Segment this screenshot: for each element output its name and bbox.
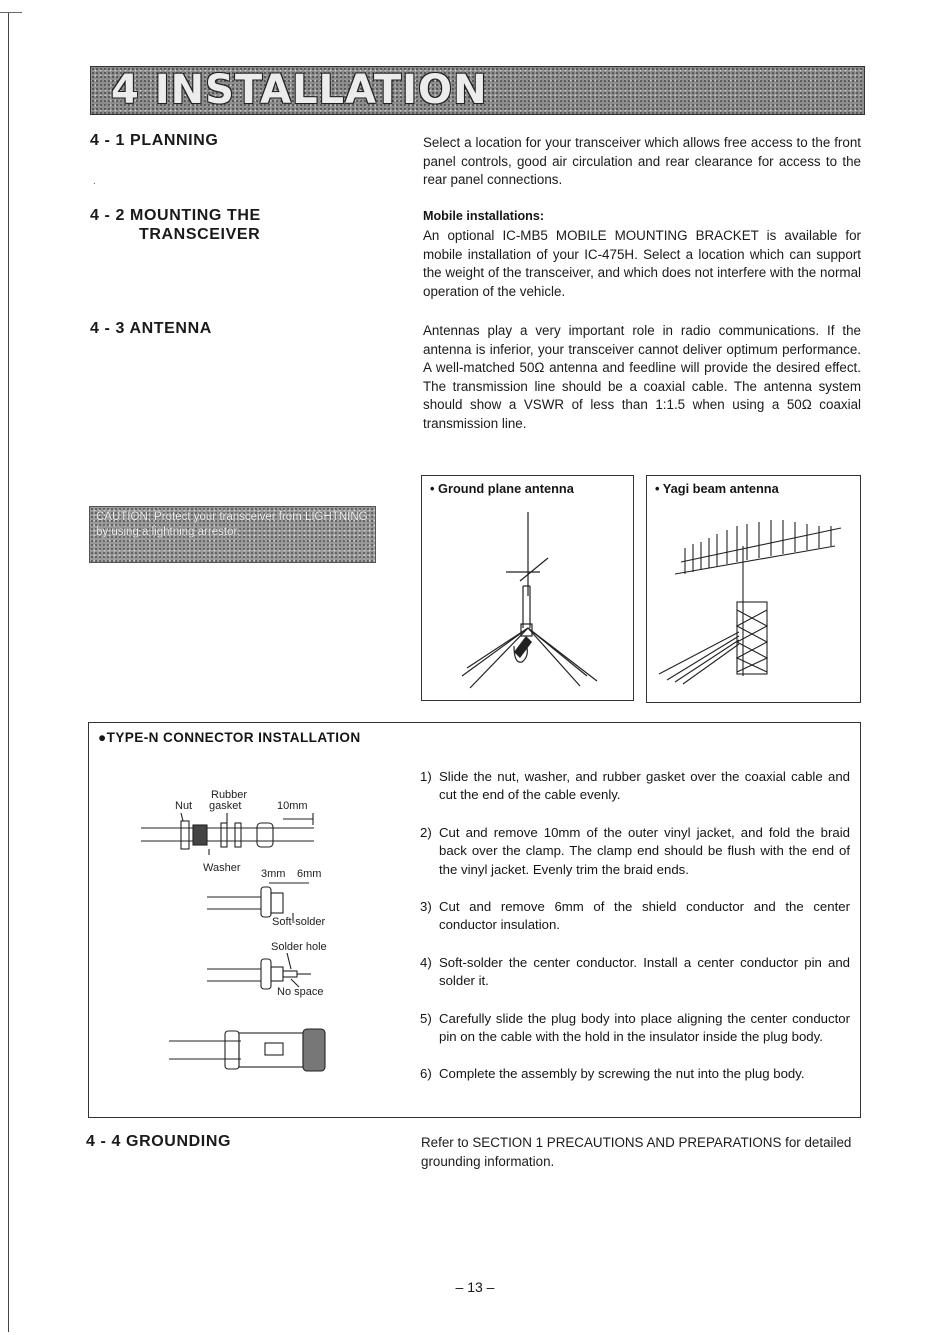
heading-antenna: 4 - 3 ANTENNA: [90, 320, 212, 337]
page-number: – 13 –: [455, 1279, 495, 1295]
step-1: 1) Slide the nut, washer, and rubber gasket over the coaxial cable and cut the end of the cable evenly.: [420, 769, 850, 803]
stray-mark: .: [93, 176, 96, 187]
label-3mm: 3mm: [261, 868, 286, 880]
ground-plane-antenna-drawing: [422, 476, 633, 700]
connector-title: ●TYPE-N CONNECTOR INSTALLATION: [98, 730, 361, 745]
ground-plane-figure: [421, 475, 634, 701]
label-solder-hole: Solder hole: [271, 941, 327, 953]
caution-text: CAUTION: Protect your transceiver from LIGHTNING by using a lightning arrestor.: [96, 511, 368, 538]
heading-grounding: 4 - 4 GROUNDING: [86, 1133, 232, 1150]
label-10mm: 10mm: [277, 800, 308, 812]
step-4: 4) Soft-solder the center conductor. Install a center conductor pin and solder it.: [420, 954, 850, 989]
binding-edge-tick: [0, 12, 22, 13]
step-5: 5) Carefully slide the plug body into place aligning the center conductor pin on the cable with the hold in the insulator inside the plug body.: [420, 1010, 850, 1045]
label-washer: Washer: [203, 862, 241, 874]
connector-assembly-diagram: [129, 783, 359, 1083]
antenna-text: Antennas play a very important role in radio communications. If the antenna is inferior, your transceiver cannot deliver optimum performance. A well-matched 50Ω antenna and feedline will provide the desired effect. The transmission line should be a coaxial cable. The antenna system should show a VSWR of less than 1:1.5 when using a 50Ω coaxial transmission line.: [423, 323, 861, 431]
yagi-title: • Yagi beam antenna: [655, 481, 779, 496]
banner-title: 4 INSTALLATION: [111, 67, 488, 113]
step-6: 6) Complete the assembly by screwing the nut into the plug body.: [420, 1066, 805, 1082]
connector-steps: [420, 768, 850, 1103]
heading-mounting-line1: 4 - 2 MOUNTING THE: [90, 207, 261, 224]
step-3: 3) Cut and remove 6mm of the shield conductor and the center conductor insulation.: [420, 899, 850, 933]
step-2: 2) Cut and remove 10mm of the outer vinyl jacket, and fold the braid back over the clamp. The clamp end should be flush with the end of the vinyl jacket. Evenly trim the braid ends.: [420, 824, 850, 877]
mounting-text: An optional IC-MB5 MOBILE MOUNTING BRACKET is available for mobile installation of your IC-475H. Select a location which can support the weight of the transceiver, and which does not interfere with the normal operation of the vehicle.: [423, 228, 861, 299]
heading-mounting: [90, 206, 261, 244]
binding-edge-line: [8, 12, 9, 1332]
label-6mm: 6mm: [297, 868, 322, 880]
label-no-space: No space: [277, 986, 324, 998]
heading-planning: 4 - 1 PLANNING: [90, 132, 219, 149]
label-soft-solder: Soft-solder: [272, 916, 326, 928]
heading-mounting-line2: TRANSCEIVER: [139, 226, 261, 243]
label-nut: Nut: [175, 800, 193, 812]
yagi-antenna-drawing: [647, 476, 860, 702]
grounding-text: Refer to SECTION 1 PRECAUTIONS AND PREPARATIONS for detailed grounding information.: [421, 1135, 852, 1169]
caution-box: [89, 506, 376, 563]
connector-installation-box: [88, 722, 861, 1118]
mobile-installations-subheading: Mobile installations:: [423, 209, 545, 223]
ground-plane-title: • Ground plane antenna: [430, 481, 574, 496]
planning-text: Select a location for your transceiver which allows free access to the front panel controls, good air circulation and rear clearance for access to the rear panel connections.: [423, 135, 861, 188]
section-banner: [90, 66, 865, 115]
label-gasket: gasket: [209, 800, 242, 812]
label-rubber: Rubber: [211, 789, 248, 801]
yagi-figure: [646, 475, 861, 703]
